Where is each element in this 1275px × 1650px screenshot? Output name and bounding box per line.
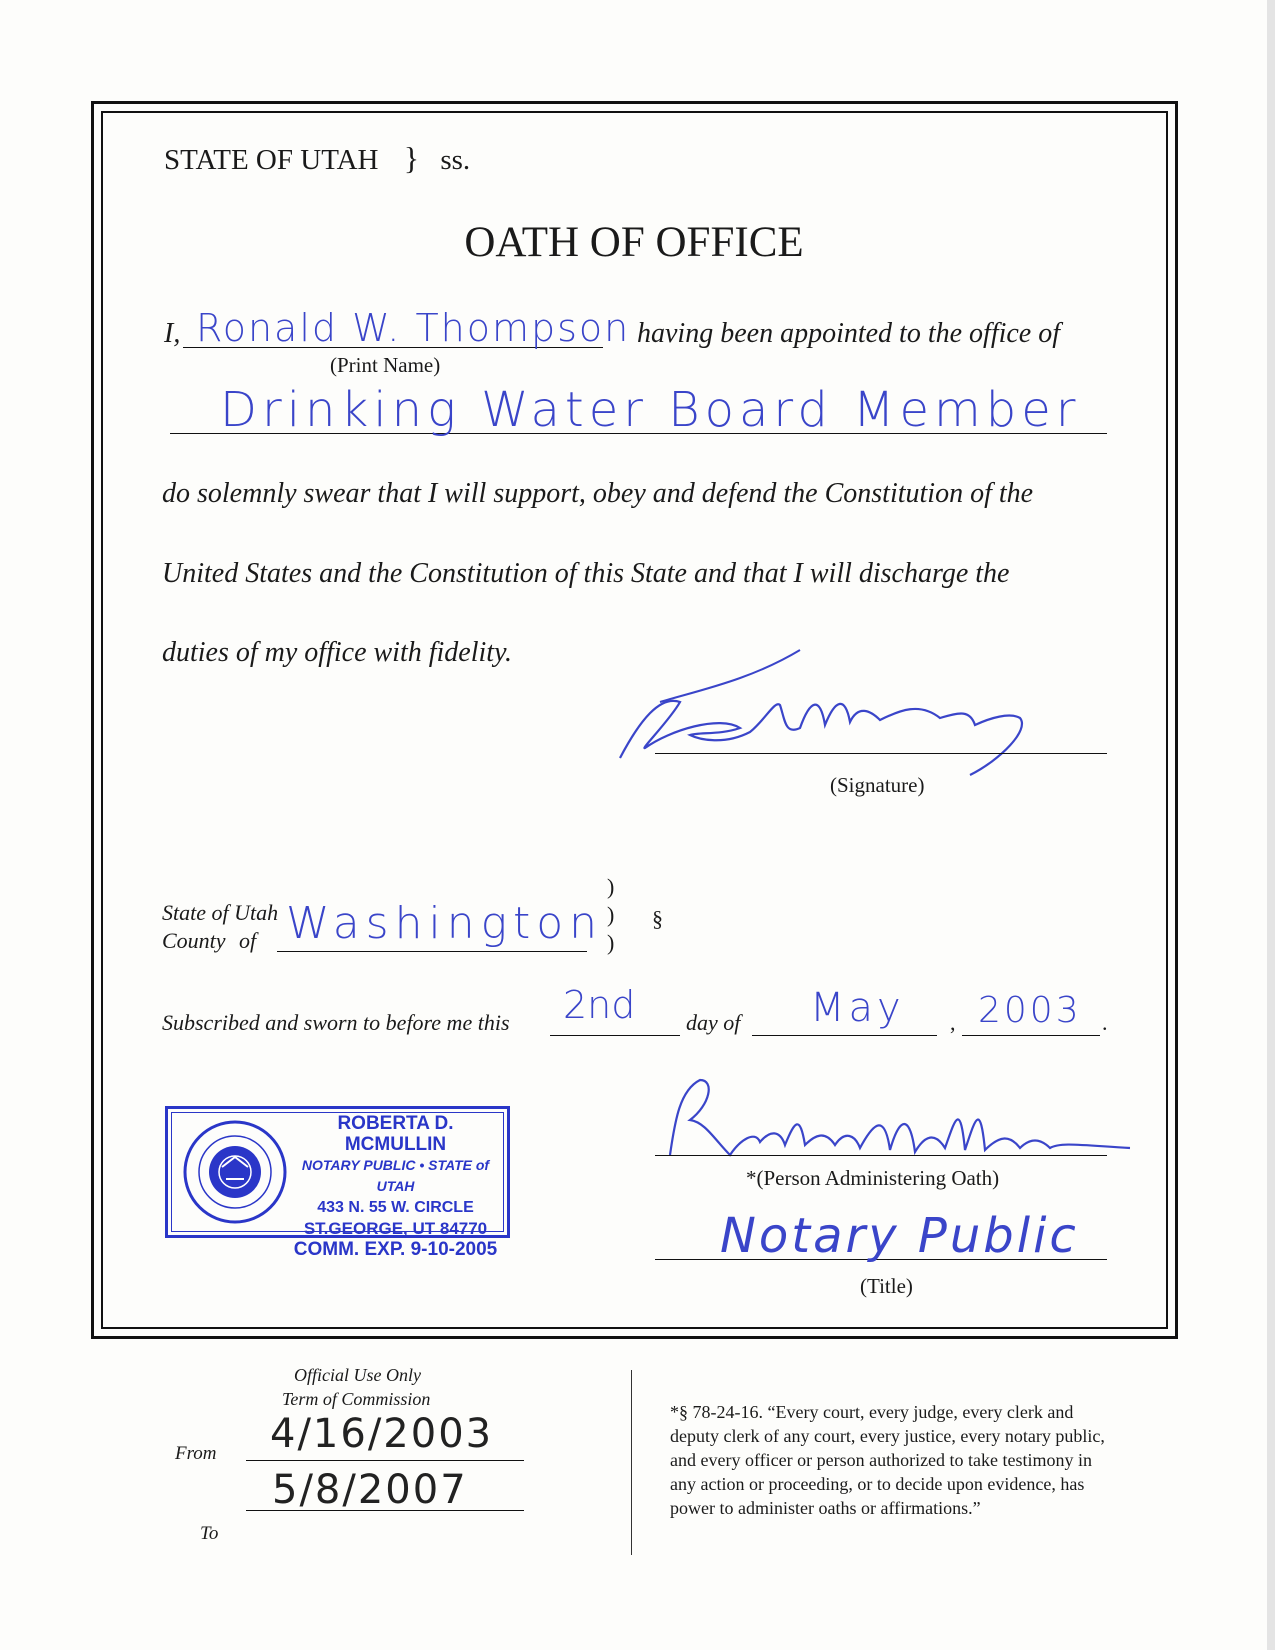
subscribed-text: Subscribed and sworn to before me this [162,1010,510,1035]
section-divider [631,1370,632,1555]
name-caption: (Print Name) [330,353,441,377]
oath-body-line2: United States and the Constitution of this State and that I will discharge the [162,558,1010,589]
state-seal-icon [182,1119,288,1225]
comma: , [950,1010,956,1035]
paren-1: ) [607,874,615,899]
appointed-text: having been appointed to the office of [637,318,1061,349]
stamp-city: ST.GEORGE, UT 84770 [303,1219,488,1238]
footnote-line4: any action or proceeding, or to decide upon evidence, has [670,1474,1085,1494]
stamp-address: 433 N. 55 W. CIRCLE [317,1199,474,1216]
footnote-line3: and every officer or person authorized to take testimony in [670,1450,1093,1470]
stamp-role: NOTARY PUBLIC • STATE of UTAH [301,1157,490,1194]
section-symbol: § [652,906,663,931]
footnote [670,1400,1105,1520]
oath-body-line1: do solemnly swear that I will support, obey and defend the Constitution of the [162,478,1034,509]
signature-caption: (Signature) [830,773,925,797]
paren-3: ) [607,930,615,955]
oath-body-line3: duties of my office with fidelity. [162,637,512,668]
oath-prefix: I, [164,318,181,349]
brace: } [403,140,420,176]
county-handwritten: Washington [286,898,604,949]
year-handwritten: 2003 [978,990,1082,1031]
day-of-text: day of [686,1010,741,1035]
official-use-heading: Official Use Only [294,1365,421,1385]
signature-line [655,753,1107,754]
stamp-name: ROBERTA D. MCMULLIN [337,1113,454,1155]
page-title: OATH OF OFFICE [464,219,804,266]
term-heading: Term of Commission [282,1389,431,1409]
title-caption: (Title) [860,1274,913,1298]
administrator-signature [660,1060,1180,1170]
venue-state: State of Utah [162,900,279,925]
from-line [246,1460,524,1461]
day-line [550,1035,680,1036]
state-header [164,140,470,177]
venue-county-label: County of [162,928,257,953]
ss-label: ss. [440,144,471,176]
to-label: To [200,1523,219,1544]
paren-2: ) [607,902,615,927]
title-handwritten: Notary Public [720,1208,1079,1264]
day-handwritten: 2nd [563,983,636,1027]
year-line [962,1035,1100,1036]
from-value: 4/16/2003 [270,1411,494,1457]
to-value: 5/8/2007 [272,1467,468,1513]
name-handwritten: Ronald W. Thompson [196,306,631,350]
administrator-line [655,1155,1107,1156]
period: . [1102,1010,1108,1035]
office-handwritten: Drinking Water Board Member [220,382,1081,438]
month-line [752,1035,937,1036]
footnote-line2: deputy clerk of any court, every justice, every notary public, [670,1426,1105,1446]
footnote-line5: power to administer oaths or affirmations.” [670,1498,981,1518]
stamp-text-block [288,1113,503,1260]
administrator-caption: *(Person Administering Oath) [746,1166,1000,1190]
from-label: From [175,1443,217,1464]
notary-stamp [165,1106,510,1260]
state-line: STATE OF UTAH [164,144,379,176]
county-line [277,951,587,952]
scan-edge [1267,0,1275,1650]
footnote-line1: *§ 78-24-16. “Every court, every judge, every clerk and [670,1402,1074,1422]
stamp-expiry: COMM. EXP. 9-10-2005 [293,1239,498,1260]
month-handwritten: May [810,985,905,1031]
